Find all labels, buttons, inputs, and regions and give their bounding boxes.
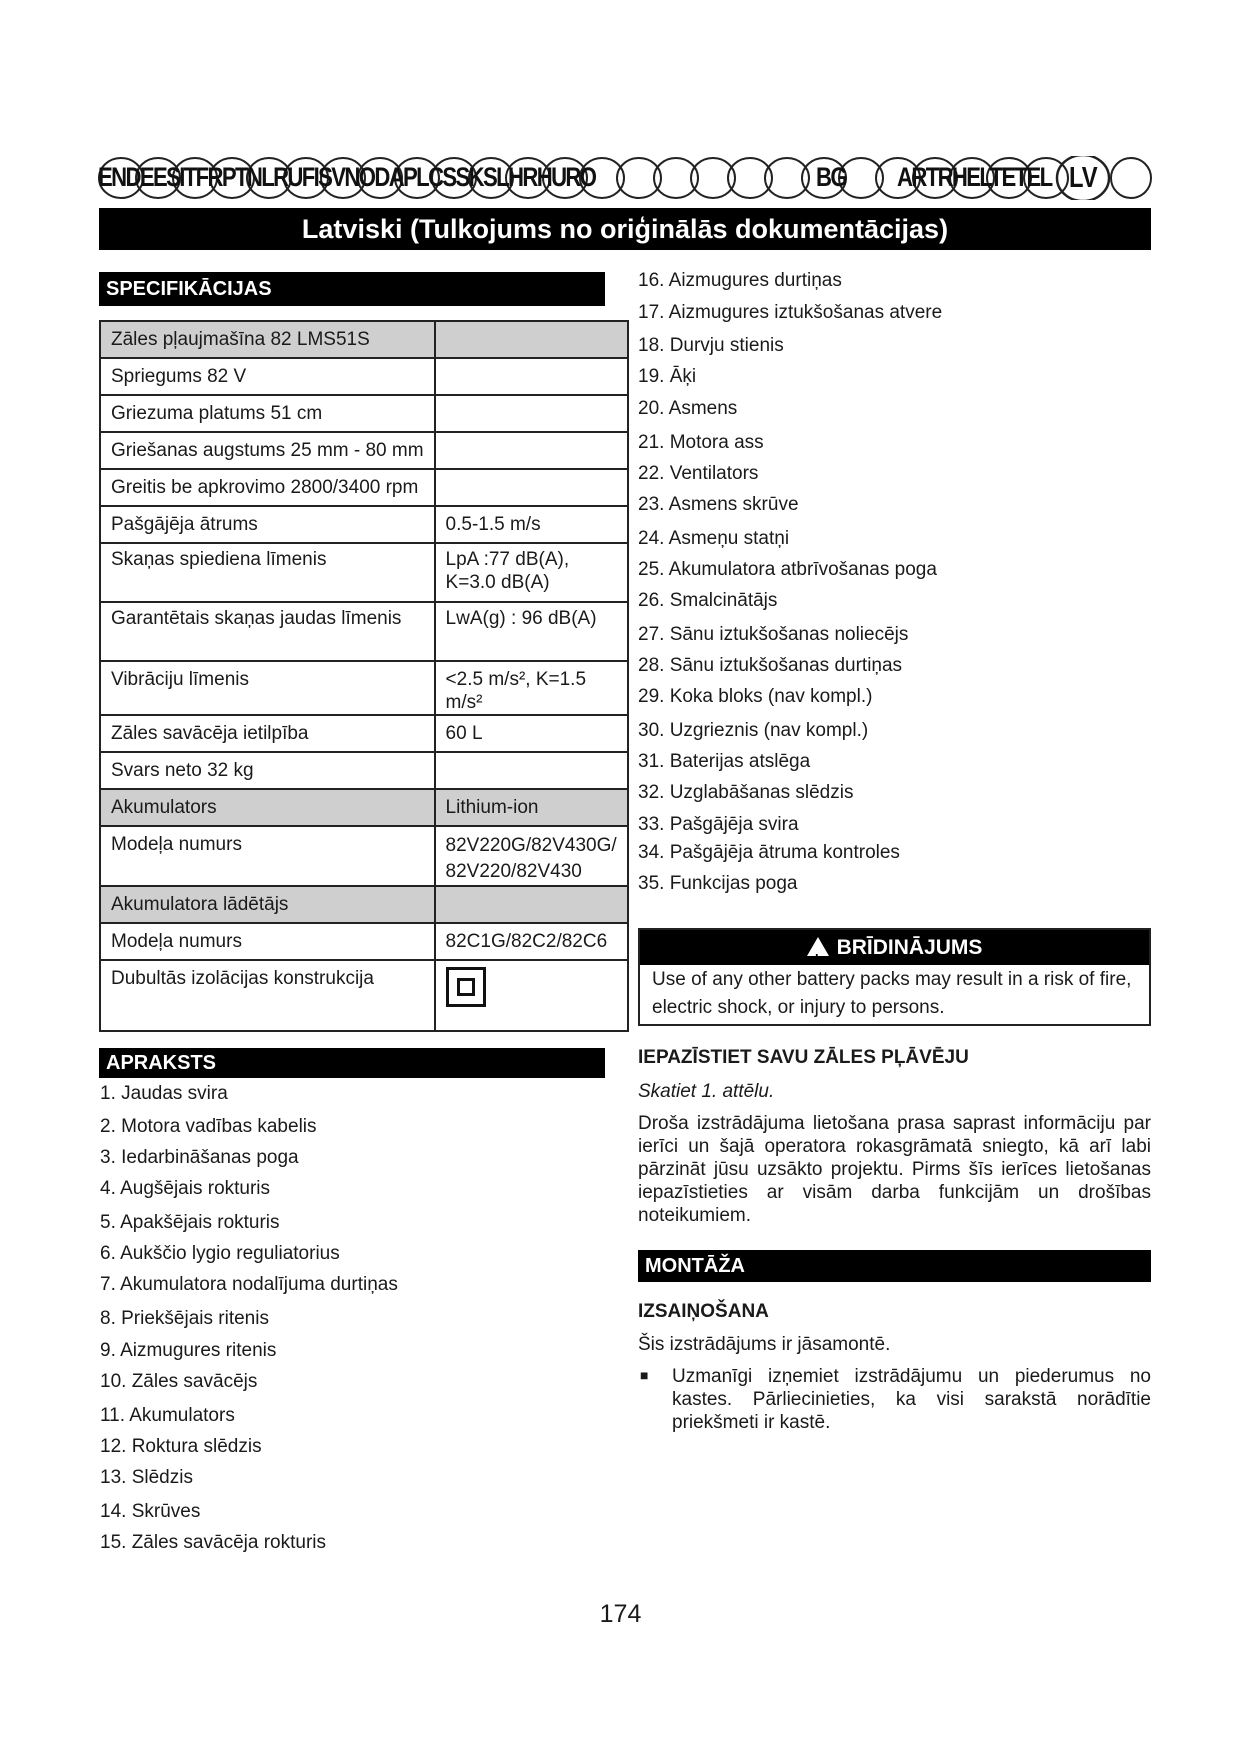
figure-reference: Skatiet 1. attēlu.: [638, 1081, 775, 1102]
list-item: 24. Asmeņu statņi: [638, 528, 790, 549]
list-item: 19. Āķi: [638, 366, 697, 387]
list-item: 20. Asmens: [638, 398, 738, 419]
list-item: 4. Augšējais rokturis: [100, 1178, 271, 1199]
list-item: 33. Pašgājēja svira: [638, 814, 799, 835]
spec-label: Griešanas augstums 25 mm - 80 mm: [100, 432, 435, 469]
spec-value: [435, 358, 628, 395]
list-item: 1. Jaudas svira: [100, 1083, 228, 1104]
know-mower-text: Droša izstrādājuma lietošana prasa saprast informāciju par ierīci un šajā operatora rokasgrāmatā sniegto, kā arī labi pārzināt jūsu uzsākto projektu. Pirms šīs ierīces lietošanas iepazīstieties ar visām darba funkcijām un drošības noteikumiem.: [638, 1113, 1151, 1226]
spec-value: [435, 321, 628, 358]
spec-value: LpA :77 dB(A), K=3.0 dB(A): [435, 543, 628, 602]
unpacking-instruction: Uzmanīgi izņemiet izstrādājumu un piederumus no kastes. Pārliecinieties, ka visi sarakstā norādītie priekšmeti ir kastē.: [672, 1366, 1151, 1433]
list-item: 16. Aizmugures durtiņas: [638, 270, 842, 291]
spec-value: Lithium-ion: [435, 789, 628, 826]
list-item: 26. Smalcinātājs: [638, 590, 778, 611]
list-item: 13. Slēdzis: [100, 1467, 193, 1488]
spec-value: 82V220G/82V430G/ 82V220/82V430: [435, 826, 628, 886]
warning-heading: BRĪDINĀJUMS: [836, 936, 983, 959]
list-item: 21. Motora ass: [638, 432, 764, 453]
double-insulation-cell: [435, 960, 628, 1031]
spec-label: Modeļa numurs: [100, 826, 435, 886]
unpacking-heading: IZSAIŅOŠANA: [638, 1301, 769, 1322]
list-item: 3. Iedarbināšanas poga: [100, 1147, 299, 1168]
spec-label: Dubultās izolācijas konstrukcija: [100, 960, 435, 1031]
list-item: 27. Sānu iztukšošanas noliecējs: [638, 624, 909, 645]
list-item: 25. Akumulatora atbrīvošanas poga: [638, 559, 937, 580]
list-item: 12. Roktura slēdzis: [100, 1436, 262, 1457]
list-item: 5. Apakšējais rokturis: [100, 1212, 280, 1233]
page-title: Latviski (Tulkojums no oriģinālās dokumentācijas): [99, 208, 1151, 250]
assembly-note: Šis izstrādājums ir jāsamontē.: [638, 1334, 891, 1355]
spec-label: Svars neto 32 kg: [100, 752, 435, 789]
list-item: 8. Priekšējais ritenis: [100, 1308, 269, 1329]
spec-value: 60 L: [435, 715, 628, 752]
language-code-active[interactable]: LV: [1069, 162, 1098, 194]
specs-heading: SPECIFIKĀCIJAS: [99, 272, 605, 306]
spec-label: Zāles pļaujmašīna 82 LMS51S: [100, 321, 435, 358]
list-item: 34. Pašgājēja ātruma kontroles: [638, 842, 900, 863]
list-item: 28. Sānu iztukšošanas durtiņas: [638, 655, 903, 676]
know-mower-heading: IEPAZĪSTIET SAVU ZĀLES PĻĀVĒJU: [638, 1047, 969, 1068]
list-item: 32. Uzglabāšanas slēdzis: [638, 782, 854, 803]
language-bar: [96, 156, 1154, 200]
spec-value: [435, 752, 628, 789]
list-item: 11. Akumulators: [100, 1405, 235, 1426]
list-item: 31. Baterijas atslēga: [638, 751, 811, 772]
list-item: 30. Uzgrieznis (nav kompl.): [638, 720, 869, 741]
list-item: 14. Skrūves: [100, 1501, 201, 1522]
spec-label: Griezuma platums 51 cm: [100, 395, 435, 432]
spec-label: Akumulatora lādētājs: [100, 886, 435, 923]
spec-label: Garantētais skaņas jaudas līmenis: [100, 602, 435, 661]
spec-value: [435, 395, 628, 432]
spec-value: [435, 469, 628, 506]
list-item: 17. Aizmugures iztukšošanas atvere: [638, 302, 943, 323]
warning-box: [638, 928, 1151, 1026]
bullet-icon: ■: [640, 1367, 649, 1383]
list-item: 15. Zāles savācēja rokturis: [100, 1532, 326, 1553]
list-item: 6. Aukščio lygio reguliatorius: [100, 1243, 340, 1264]
warning-text: Use of any other battery packs may result in a risk of fire, electric shock, or injury to persons.: [652, 969, 1132, 1018]
spec-value: 0.5-1.5 m/s: [435, 506, 628, 543]
language-codes-c[interactable]: ARTRHELTETEL: [897, 162, 1052, 192]
spec-value: 82C1G/82C2/82C6: [435, 923, 628, 960]
spec-label: Akumulators: [100, 789, 435, 826]
spec-value: [435, 886, 628, 923]
list-item: 7. Akumulatora nodalījuma durtiņas: [100, 1274, 398, 1295]
double-insulation-icon: [446, 967, 486, 1007]
list-item: 23. Asmens skrūve: [638, 494, 799, 515]
spec-label: Greitis be apkrovimo 2800/3400 rpm: [100, 469, 435, 506]
description-heading: APRAKSTS: [99, 1048, 605, 1078]
spec-label: Pašgājēja ātrums: [100, 506, 435, 543]
list-item: 9. Aizmugures ritenis: [100, 1340, 277, 1361]
list-item: 2. Motora vadības kabelis: [100, 1116, 317, 1137]
spec-label: Zāles savācēja ietilpība: [100, 715, 435, 752]
list-item: 18. Durvju stienis: [638, 335, 784, 356]
spec-label: Modeļa numurs: [100, 923, 435, 960]
warning-header: [640, 930, 1149, 965]
spec-label: Skaņas spiediena līmenis: [100, 543, 435, 602]
spec-table: [99, 320, 629, 1032]
warning-triangle-icon: [807, 937, 829, 956]
assembly-heading: MONTĀŽA: [638, 1250, 1151, 1282]
spec-label: Vibrāciju līmenis: [100, 661, 435, 715]
list-item: 22. Ventilators: [638, 463, 759, 484]
language-code-bg[interactable]: BG: [816, 162, 846, 192]
list-item: 35. Funkcijas poga: [638, 873, 798, 894]
spec-value: LwA(g) : 96 dB(A): [435, 602, 628, 661]
spec-label: Spriegums 82 V: [100, 358, 435, 395]
language-codes-a[interactable]: ENDEESITFRPTNLRUFISVNODAPLCSSKSLHRHURO: [98, 162, 596, 192]
spec-value: <2.5 m/s², K=1.5 m/s²: [435, 661, 628, 715]
list-item: 29. Koka bloks (nav kompl.): [638, 686, 873, 707]
spec-value: [435, 432, 628, 469]
list-item: 10. Zāles savācējs: [100, 1371, 258, 1392]
page-number: 174: [599, 1600, 642, 1628]
